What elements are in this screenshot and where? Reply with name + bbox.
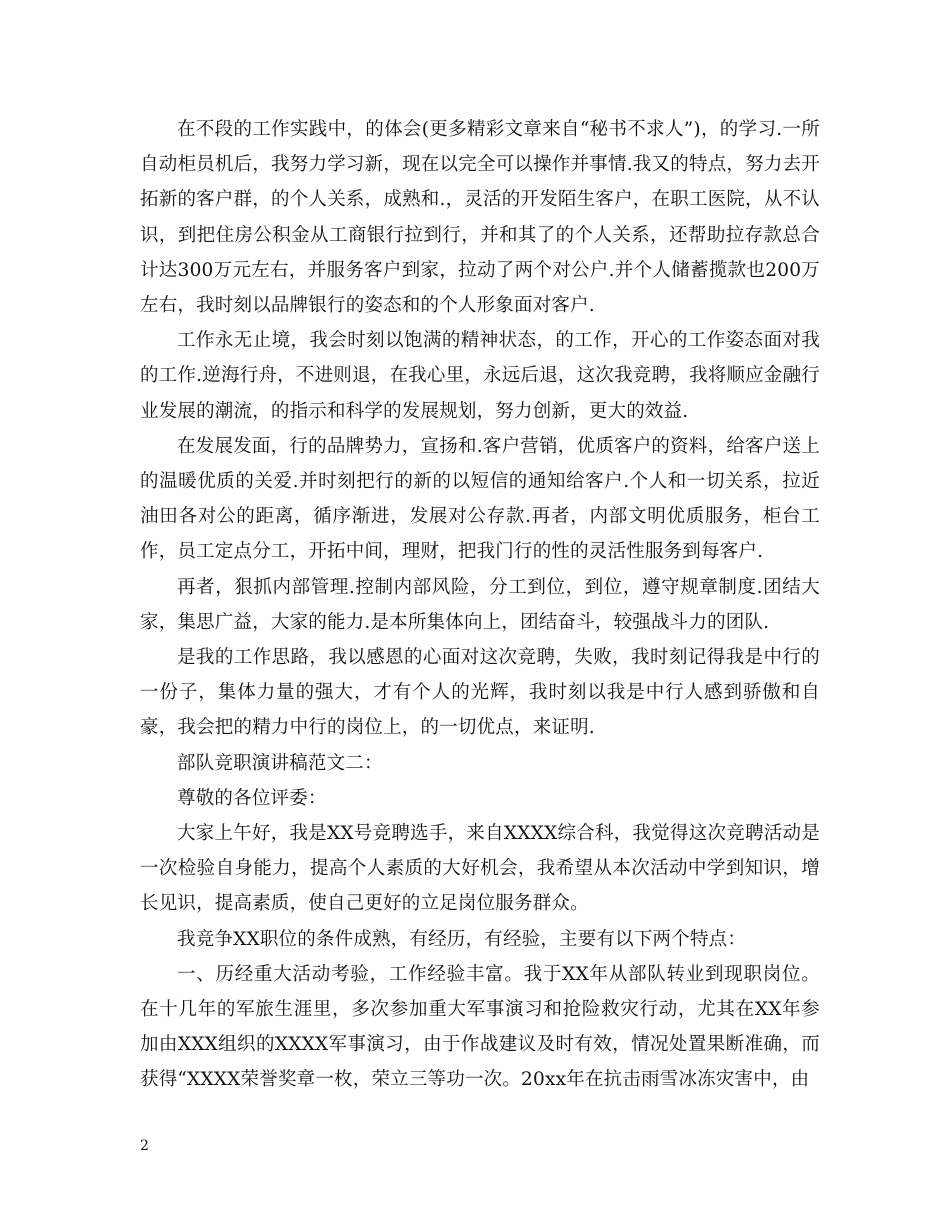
paragraph: 再者，狠抓内部管理.控制内部风险，分工到位，到位，遵守规章制度.团结大家，集思广益，大家的能力.是本所集体向上，团结奋斗，较强战斗力的团队. <box>140 576 820 633</box>
document-body <box>140 112 820 1098</box>
page-number: 2 <box>140 1138 149 1154</box>
paragraph: 在发展发面，行的品牌势力，宣扬和.客户营销，优质客户的资料，给客户送上的温暖优质的关爱.并时刻把行的新的以短信的通知给客户.个人和一切关系，拉近油田各对公的距离，循序渐进，发展对公存款.再者，内部文明优质服务，柜台工作，员工定点分工，开拓中间，理财，把我门行的性的灵活性服务到每客户. <box>140 435 820 563</box>
paragraph: 我竞争XX职位的条件成熟，有经历，有经验，主要有以下两个特点： <box>177 928 747 950</box>
salutation: 尊敬的各位评委： <box>177 787 327 809</box>
paragraph: 是我的工作思路，我以感恩的心面对这次竞聘，失败，我时刻记得我是中行的一份子，集体力量的强大，才有个人的光辉，我时刻以我是中行人感到骄傲和自豪，我会把的精力中行的岗位上，的一切优点，来证明. <box>140 647 820 739</box>
paragraph: 一、历经重大活动考验，工作经验丰富。我于XX年从部队转业到现职岗位。在十几年的军旅生涯里，多次参加重大军事演习和抢险救灾行动，尤其在XX年参加由XXX组织的XXXX军事演习，由于作战建议及时有效，情况处置果断准确，而获得“XXXX荣誉奖章一枚，荣立三等功一次。20xx年在抗击雨雪冰冻灾害中，由 <box>140 963 820 1091</box>
paragraph: 工作永无止境，我会时刻以饱满的精神状态，的工作，开心的工作姿态面对我的工作.逆海行舟，不进则退，在我心里，永远后退，这次我竞聘，我将顺应金融行业发展的潮流，的指示和科学的发展规划，努力创新，更大的效益. <box>140 330 820 422</box>
paragraph: 大家上午好，我是XX号竞聘选手，来自XXXX综合科，我觉得这次竞聘活动是一次检验自身能力，提高个人素质的大好机会，我希望从本次活动中学到知识，增长见识，提高素质，使自己更好的立足岗位服务群众。 <box>140 823 820 915</box>
paragraph: 在不段的工作实践中，的体会(更多精彩文章来自“秘书不求人”)，的学习.一所自动柜员机后，我努力学习新，现在以完全可以操作并事情.我又的特点，努力去开拓新的客户群，的个人关系，成熟和.，灵活的开发陌生客户，在职工医院，从不认识，到把住房公积金从工商银行拉到行，并和其了的个人关系，还帮助拉存款总合计达300万元左右，并服务客户到家，拉动了两个对公户.并个人储蓄揽款也200万左右，我时刻以品牌银行的姿态和的个人形象面对客户. <box>140 119 820 317</box>
section-heading: 部队竞职演讲稿范文二： <box>177 752 383 774</box>
